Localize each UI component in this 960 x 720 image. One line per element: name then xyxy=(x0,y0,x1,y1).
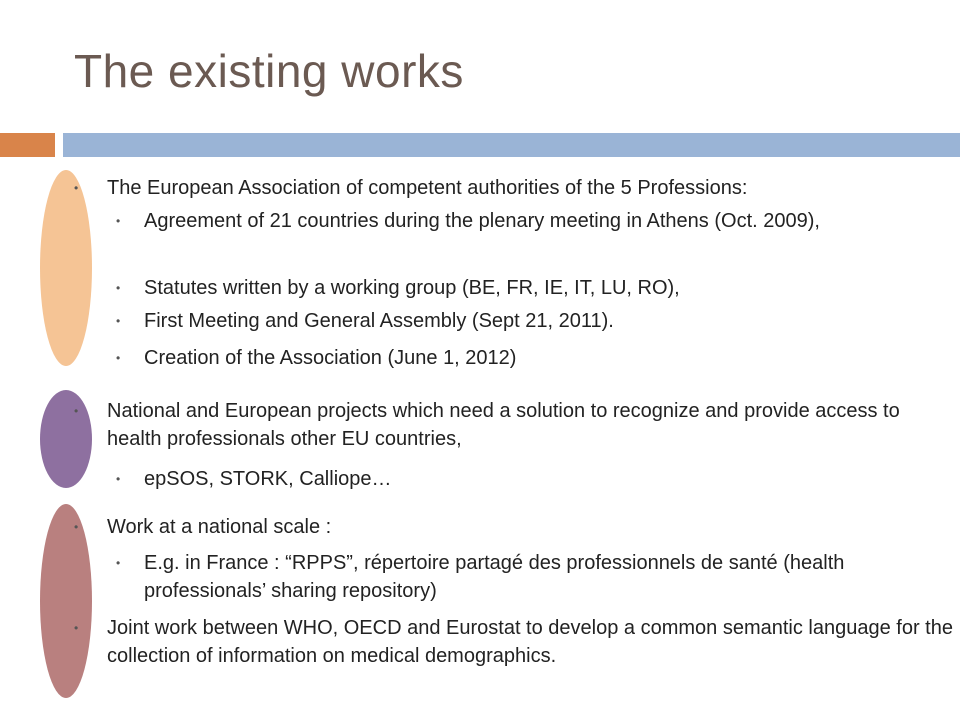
sub-bullet-rpps xyxy=(116,549,944,605)
bullet-dot-icon: • xyxy=(116,281,121,295)
bullet-text: Creation of the Association (June 1, 2012) xyxy=(144,347,517,369)
bullet-text: First Meeting and General Assembly (Sept 21, 2011). xyxy=(144,310,614,332)
bullet-association xyxy=(74,174,957,202)
bullet-joint-work xyxy=(74,614,957,670)
bullet-text: E.g. in France : “RPPS”, répertoire partagé des professionnels de santé (health professionals’ sharing repository) xyxy=(144,552,845,602)
bullet-dot-icon: • xyxy=(116,314,121,328)
slide-title: The existing works xyxy=(74,45,464,97)
bullet-text: National and European projects which need a solution to recognize and provide access to health professionals other EU countries, xyxy=(107,400,900,450)
bullet-text: Work at a national scale : xyxy=(107,516,332,538)
bullet-text: The European Association of competent authorities of the 5 Professions: xyxy=(107,177,748,199)
bullet-dot-icon: • xyxy=(74,621,79,635)
sub-bullet-epsos xyxy=(116,465,944,493)
sub-bullet-statutes xyxy=(116,274,944,302)
bullet-dot-icon: • xyxy=(74,404,79,418)
sub-bullet-creation xyxy=(116,344,944,372)
bullet-projects xyxy=(74,397,957,453)
bullet-dot-icon: • xyxy=(74,520,79,534)
bullet-dot-icon: • xyxy=(74,181,79,195)
bullet-text: epSOS, STORK, Calliope… xyxy=(144,468,392,490)
bullet-dot-icon: • xyxy=(116,556,121,570)
bullet-dot-icon: • xyxy=(116,214,121,228)
bullet-text: Agreement of 21 countries during the plenary meeting in Athens (Oct. 2009), xyxy=(144,210,820,232)
sub-bullet-agreement xyxy=(116,207,944,235)
bullet-national-scale xyxy=(74,513,957,541)
sub-bullet-first-meeting xyxy=(116,307,944,335)
bullet-dot-icon: • xyxy=(116,472,121,486)
bullet-text: Statutes written by a working group (BE, FR, IE, IT, LU, RO), xyxy=(144,277,680,299)
bullet-text: Joint work between WHO, OECD and Eurostat to develop a common semantic language for the collection of information on medical demographics. xyxy=(107,617,953,667)
bullet-dot-icon: • xyxy=(116,351,121,365)
